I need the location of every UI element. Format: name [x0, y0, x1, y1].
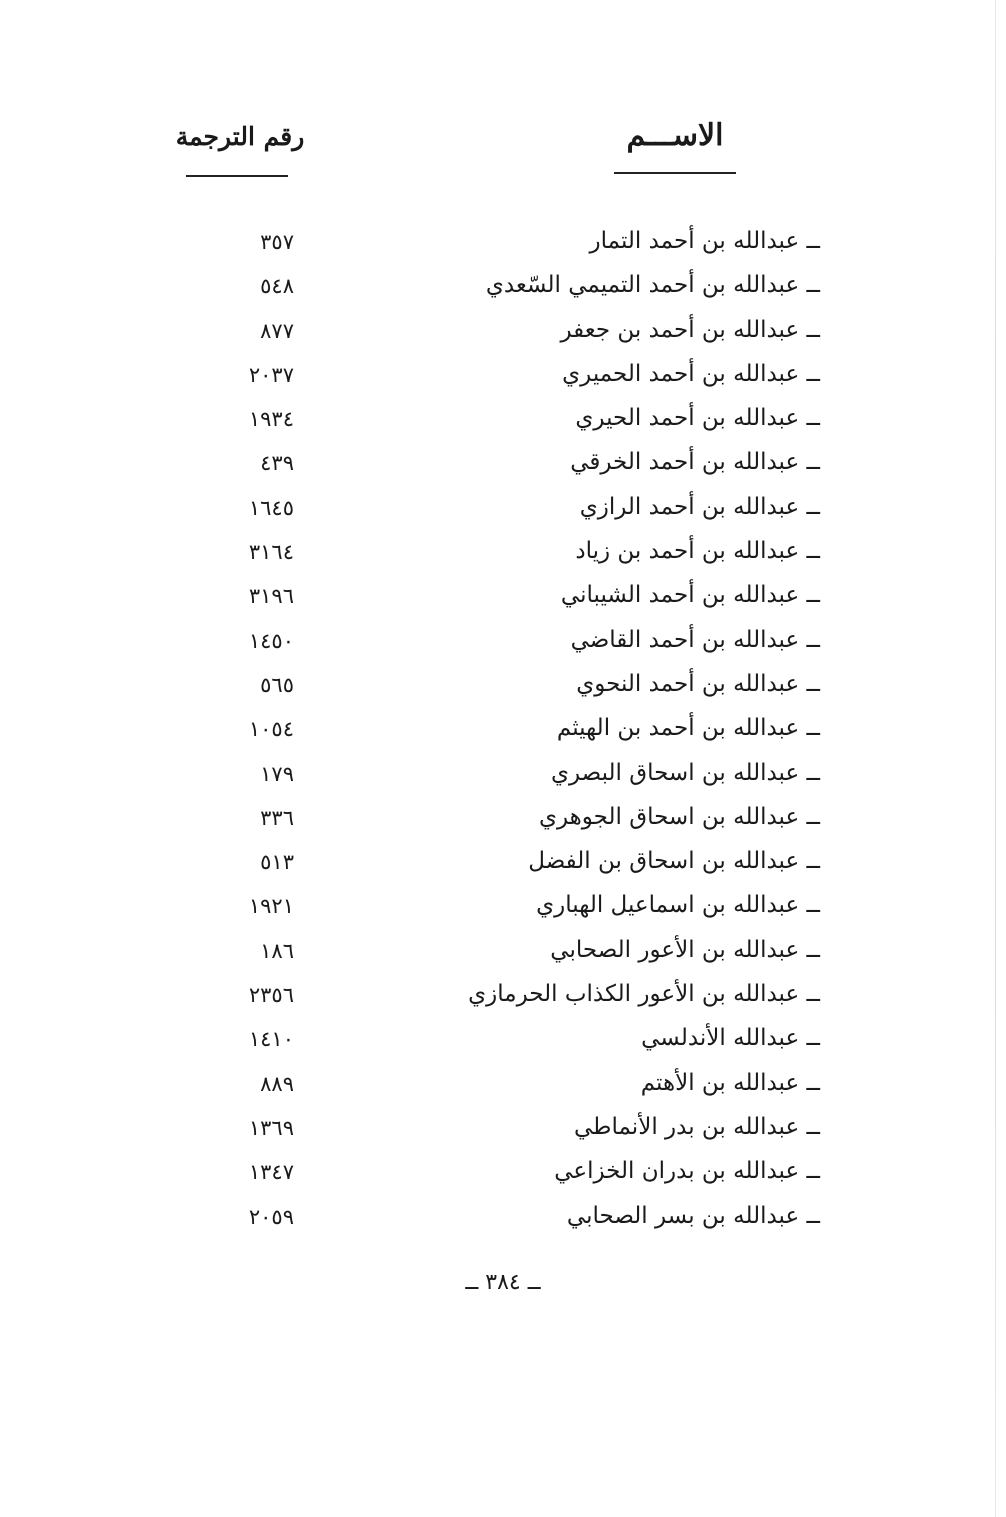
index-entry — [0, 488, 1006, 532]
entry-name: ــ عبدالله بن أحمد بن زياد — [575, 538, 820, 565]
entry-name: ــ عبدالله بن أحمد القاضي — [570, 626, 820, 653]
entry-number: ٤٣٩ — [260, 451, 294, 476]
entry-name: ــ عبدالله بن أحمد الخرقي — [570, 449, 820, 476]
entry-number: ٨٧٧ — [260, 318, 294, 343]
entry-number: ٣٣٦ — [260, 805, 294, 830]
entry-number: ١٣٦٩ — [248, 1115, 294, 1140]
index-entry — [0, 1197, 1006, 1241]
entry-number: ٢٠٣٧ — [248, 362, 294, 387]
entry-name: ــ عبدالله بن أحمد بن الهيثم — [556, 715, 820, 742]
entry-name: ــ عبدالله بن أحمد الحميري — [562, 360, 820, 387]
index-entry — [0, 975, 1006, 1019]
index-entry — [0, 754, 1006, 798]
entry-number: ١٠٥٤ — [248, 717, 294, 742]
entry-name: ــ عبدالله بن اسماعيل الهباري — [536, 892, 820, 919]
entry-name: ــ عبدالله بن أحمد الرازي — [579, 493, 820, 520]
entry-number: ١٩٣٤ — [248, 407, 294, 432]
index-entry — [0, 709, 1006, 753]
entry-number: ٥٤٨ — [260, 274, 294, 299]
entry-number: ٣١٩٦ — [248, 584, 294, 609]
entry-number: ٥١٣ — [260, 850, 294, 875]
index-entry — [0, 532, 1006, 576]
index-entry — [0, 355, 1006, 399]
entry-name: ــ عبدالله بن بدر الأنماطي — [574, 1113, 820, 1140]
name-header-underline — [614, 172, 736, 174]
index-entry — [0, 1064, 1006, 1108]
entry-name: ــ عبدالله بن أحمد بن جعفر — [560, 316, 820, 343]
index-entry-list — [0, 222, 1006, 1241]
page-number: ــ ٣٨٤ ــ — [465, 1270, 541, 1295]
index-entry — [0, 1019, 1006, 1063]
entry-number: ٨٨٩ — [260, 1071, 294, 1096]
entry-name: ــ عبدالله بن اسحاق بن الفضل — [528, 848, 820, 875]
entry-number: ١٩٢١ — [248, 894, 294, 919]
entry-name: ــ عبدالله بن الأعور الصحابي — [550, 936, 820, 963]
index-entry — [0, 222, 1006, 266]
entry-name: ــ عبدالله بن الأهتم — [640, 1069, 820, 1096]
index-entry — [0, 621, 1006, 665]
entry-name: ــ عبدالله بن أحمد التميمي السّعدي — [485, 272, 820, 299]
entry-name: ــ عبدالله بن بسر الصحابي — [566, 1202, 820, 1229]
index-entry — [0, 443, 1006, 487]
scan-edge-line — [995, 0, 996, 1517]
entry-number: ١٦٤٥ — [248, 495, 294, 520]
entry-name: ــ عبدالله بن أحمد النحوي — [576, 670, 820, 697]
index-entry — [0, 665, 1006, 709]
entry-name: ــ عبدالله بن بدران الخزاعي — [554, 1158, 820, 1185]
index-entry — [0, 798, 1006, 842]
index-entry — [0, 931, 1006, 975]
entry-number: ١٧٩ — [260, 761, 294, 786]
index-entry — [0, 842, 1006, 886]
entry-number: ٢٣٥٦ — [248, 983, 294, 1008]
index-entry — [0, 576, 1006, 620]
entry-number: ١٤٥٠ — [248, 628, 294, 653]
entry-number: ١٨٦ — [260, 938, 294, 963]
entry-name: ــ عبدالله بن اسحاق الجوهري — [538, 803, 820, 830]
entry-number: ٣٥٧ — [260, 230, 294, 254]
entry-name: ــ عبدالله الأندلسي — [641, 1025, 820, 1052]
name-column-header: الاســـم — [626, 118, 724, 153]
index-entry — [0, 1108, 1006, 1152]
index-entry — [0, 399, 1006, 443]
entry-number: ٣١٦٤ — [248, 540, 294, 565]
entry-name: ــ عبدالله بن أحمد الشيباني — [560, 582, 820, 609]
index-entry — [0, 1152, 1006, 1196]
entry-name: ــ عبدالله بن الأعور الكذاب الحرمازي — [468, 981, 820, 1008]
entry-number: ١٤١٠ — [248, 1027, 294, 1052]
entry-name: ــ عبدالله بن اسحاق البصري — [550, 759, 820, 786]
entry-number: ٥٦٥ — [260, 672, 294, 697]
index-entry — [0, 266, 1006, 310]
entry-number: ٢٠٥٩ — [248, 1204, 294, 1229]
entry-number: ١٣٤٧ — [248, 1160, 294, 1185]
index-entry — [0, 886, 1006, 930]
entry-name: ــ عبدالله بن أحمد الحيري — [575, 405, 820, 432]
number-header-underline — [186, 175, 288, 177]
index-entry — [0, 311, 1006, 355]
entry-name: ــ عبدالله بن أحمد التمار — [589, 228, 820, 254]
number-column-header: رقم الترجمة — [175, 122, 305, 151]
